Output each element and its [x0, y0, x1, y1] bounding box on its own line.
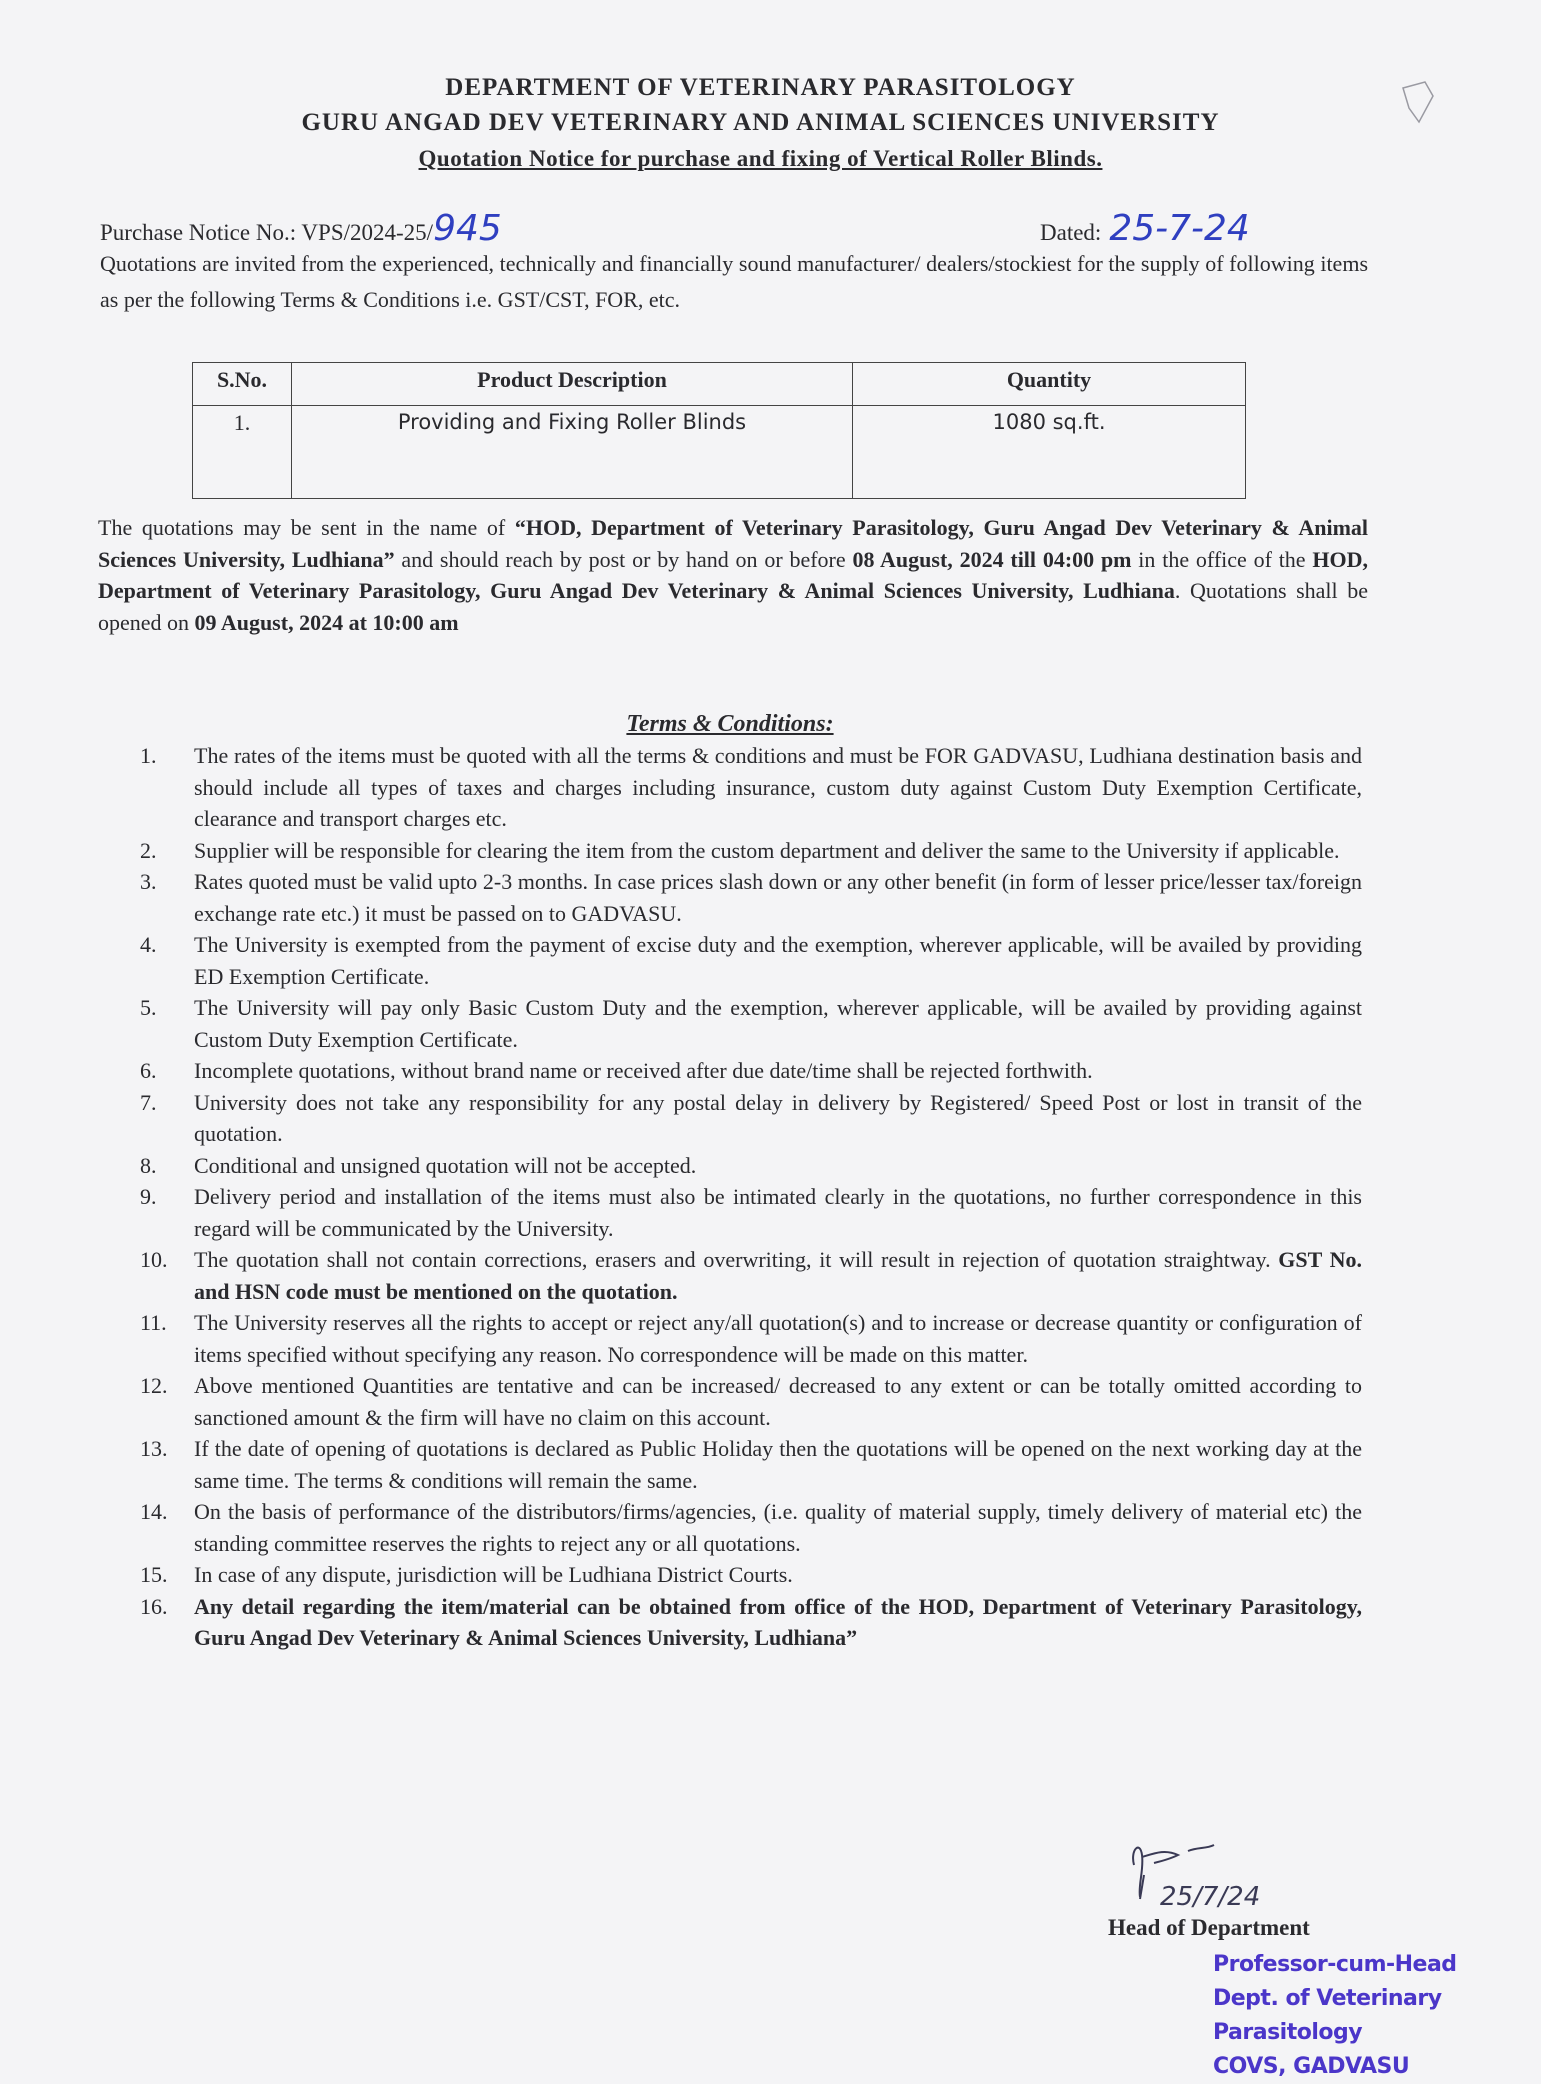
term-text: Conditional and unsigned quotation will not be accepted.: [194, 1152, 697, 1178]
term-number: 7.: [140, 1089, 157, 1115]
term-item: [140, 866, 1362, 929]
handwritten-notice-number: 945: [433, 208, 502, 249]
handwritten-signature: [1110, 1835, 1290, 1920]
signature-date: 25/7/24: [1160, 1882, 1261, 1912]
cell-sno: 1.: [193, 406, 292, 499]
intro-paragraph: Quotations are invited from the experienced, technically and financially sound manufacturer/ dealers/stockiest for the supply of following items as per the following Terms & Conditions i.e. GST/CST, FOR, etc.: [100, 251, 1368, 312]
col-header-sno: S.No.: [193, 363, 292, 406]
term-text: Delivery period and installation of the items must also be intimated clearly in the quotations, no further correspondence in this regard will be communicated by the University.: [194, 1184, 1362, 1241]
col-header-description: Product Description: [292, 363, 853, 406]
submission-paragraph: [98, 512, 1368, 638]
term-item: [140, 1150, 1362, 1182]
notice-date: [1040, 208, 1250, 249]
term-text: The University reserves all the rights to accept or reject any/all quotation(s) and to increase or decrease quantity or configuration of items specified without specifying any reason. No correspondence will be made on this matter.: [194, 1310, 1362, 1367]
notice-label: Purchase Notice No.: VPS/2024-25/: [100, 220, 434, 245]
submission-deadline: 08 August, 2024 till 04:00 pm: [852, 546, 1132, 572]
term-text: Supplier will be responsible for clearing the item from the custom department and deliver the same to the University if applicable.: [194, 837, 1340, 863]
table-row: [193, 406, 1246, 499]
term-number: 1.: [140, 743, 157, 768]
submission-text-4: . Quotations shall be opened on: [98, 578, 1368, 635]
term-item: [140, 1433, 1362, 1496]
term-item: [140, 929, 1362, 992]
term-emphasis: Any detail regarding the item/material can be obtained from office of the HOD, Department of Veterinary Parasitology, Guru Angad Dev Veterinary & Animal Sciences University, Ludhiana”: [194, 1593, 1362, 1650]
term-item: [140, 1496, 1362, 1559]
term-number: 5.: [140, 995, 157, 1020]
term-text: The rates of the items must be quoted with all the terms & conditions and must be FOR GADVASU, Ludhiana destination basis and should include all types of taxes and charges including insurance, custom duty against Custom Duty Exemption Certificate, clearance and transport charges etc.: [194, 743, 1362, 831]
term-number: 13.: [140, 1436, 168, 1461]
stamp-line-2: Dept. of Veterinary Parasitology: [1213, 1986, 1442, 2045]
term-item: [140, 740, 1362, 835]
term-item: [140, 1559, 1362, 1591]
term-text: The quotation shall not contain corrections, erasers and overwriting, it will result in rejection of quotation straightway.: [194, 1247, 1279, 1272]
term-number: 2.: [140, 837, 157, 863]
term-text: In case of any dispute, jurisdiction will be Ludhiana District Courts.: [194, 1562, 793, 1587]
term-number: 4.: [140, 932, 157, 957]
term-number: 8.: [140, 1152, 157, 1178]
term-item: [140, 1370, 1362, 1433]
signatory-title: Head of Department: [1108, 1915, 1310, 1940]
term-item: [140, 992, 1362, 1055]
term-item: [140, 1307, 1362, 1370]
cell-description: Providing and Fixing Roller Blinds: [292, 406, 853, 499]
stamp-line-3: COVS, GADVASU: [1213, 2054, 1410, 2079]
term-text: Rates quoted must be valid upto 2-3 months. In case prices slash down or any other benefit (in form of lesser price/lesser tax/foreign exchange rate etc.) it must be passed on to GADVASU.: [194, 869, 1362, 926]
term-emphasis: GST No. and HSN code must be mentioned on the quotation.: [194, 1247, 1363, 1304]
table-header-row: [193, 363, 1246, 406]
term-item: [140, 1055, 1362, 1087]
term-number: 14.: [140, 1499, 168, 1524]
items-table: [192, 362, 1246, 499]
term-item: [140, 1087, 1362, 1150]
dated-label: Dated:: [1040, 220, 1102, 245]
term-number: 11.: [140, 1310, 167, 1335]
col-header-quantity: Quantity: [853, 363, 1246, 406]
term-text: Above mentioned Quantities are tentative and can be increased/ decreased to any extent or can be totally omitted according to sanctioned amount & the firm will have no claim on this account.: [194, 1373, 1362, 1430]
term-number: 3.: [140, 869, 157, 894]
term-number: 6.: [140, 1058, 157, 1083]
official-stamp: [1213, 1948, 1541, 2084]
term-item: [140, 1591, 1362, 1654]
term-item: [140, 835, 1362, 867]
term-number: 10.: [140, 1247, 168, 1272]
term-text: The University will pay only Basic Custom Duty and the exemption, wherever applicable, will be availed by providing against Custom Duty Exemption Certificate.: [194, 995, 1362, 1052]
term-text: Incomplete quotations, without brand name or received after due date/time shall be rejected forthwith.: [194, 1058, 1093, 1083]
department-heading: DEPARTMENT OF VETERINARY PARASITOLOGY: [445, 74, 1076, 101]
opening-date: 09 August, 2024 at 10:00 am: [194, 609, 459, 635]
term-number: 16.: [140, 1593, 168, 1619]
terms-title: Terms & Conditions:: [626, 711, 834, 737]
term-text: University does not take any responsibility for any postal delay in delivery by Registered/ Speed Post or lost in transit of the quotation.: [194, 1089, 1362, 1146]
submission-text-3: in the office of the: [1131, 546, 1313, 572]
term-number: 12.: [140, 1373, 168, 1398]
term-item: [140, 1181, 1362, 1244]
term-number: 9.: [140, 1184, 157, 1209]
submission-text-2: and should reach by post or by hand on or before: [394, 546, 853, 572]
term-text: If the date of opening of quotations is declared as Public Holiday then the quotations will be opened on the next working day at the same time. The terms & conditions will remain the same.: [194, 1436, 1362, 1493]
submission-office: HOD, Department of Veterinary Parasitology, Guru Angad Dev Veterinary & Animal Sciences University, Ludhiana: [98, 546, 1368, 603]
term-number: 15.: [140, 1562, 168, 1587]
purchase-notice-number: [100, 208, 502, 249]
term-item: [140, 1244, 1362, 1307]
term-text: The University is exempted from the payment of excise duty and the exemption, wherever applicable, will be availed by providing ED Exemption Certificate.: [194, 932, 1362, 989]
stamp-line-1: Professor-cum-Head: [1213, 1952, 1457, 1977]
handwritten-date: 25-7-24: [1109, 208, 1250, 249]
submission-addressee: “HOD, Department of Veterinary Parasitology, Guru Angad Dev Veterinary & Animal Sciences University, Ludhiana”: [98, 515, 1369, 572]
notice-subject: Quotation Notice for purchase and fixing of Vertical Roller Blinds.: [418, 146, 1103, 171]
submission-text-1: The quotations may be sent in the name of: [98, 515, 515, 540]
cell-quantity: 1080 sq.ft.: [853, 406, 1246, 499]
term-text: On the basis of performance of the distributors/firms/agencies, (i.e. quality of material supply, timely delivery of material etc) the standing committee reserves the rights to reject any or all quotations.: [194, 1499, 1362, 1556]
university-heading: GURU ANGAD DEV VETERINARY AND ANIMAL SCIENCES UNIVERSITY: [301, 109, 1220, 136]
terms-list: [140, 740, 1362, 1654]
